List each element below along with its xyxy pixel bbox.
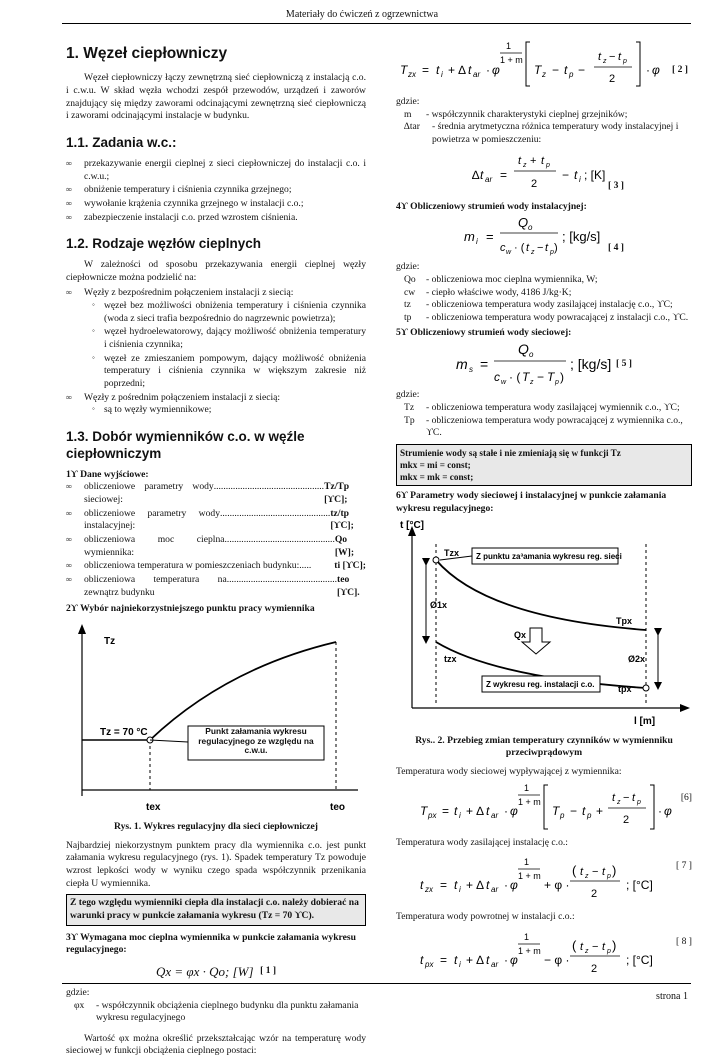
text-t-px: Temperatura wody powrotnej w instalacji c.o.: <box>396 911 575 923</box>
svg-text:∆: ∆ <box>472 167 480 182</box>
equation-6 <box>396 779 692 837</box>
definitions-4 <box>396 274 692 325</box>
svg-text:2: 2 <box>609 73 616 85</box>
section-title: 1. Węzeł ciepłowniczy <box>66 45 228 62</box>
svg-text:i: i <box>441 70 443 79</box>
def-text: - współczynnik charakterystyki cieplnej grzejników; <box>426 108 628 120</box>
list-item: ◦ węzeł ze zmieszaniem pompowym, dający możliwość obniżenia temperatury i ciśnienia czynnika w większym zakresie niż poprzedni; <box>92 353 366 391</box>
regulation-chart <box>66 618 366 818</box>
svg-text:; [°C]: ; [°C] <box>626 878 653 893</box>
step-5-title: 5ϒ Obliczeniowy strumień wody sieciowej: <box>396 326 572 338</box>
svg-text:1 + m: 1 + m <box>518 796 541 807</box>
label-Qx: Qx <box>514 629 527 640</box>
svg-text:t: t <box>580 866 584 879</box>
svg-text:=: = <box>442 803 450 818</box>
svg-text:m: m <box>464 229 475 245</box>
svg-text:t: t <box>545 242 549 255</box>
svg-text:ar: ar <box>491 885 499 895</box>
diagram-y-label: t [°C] <box>400 519 424 531</box>
svg-text:+ ∆: + ∆ <box>466 803 484 818</box>
svg-text:t: t <box>526 242 530 255</box>
svg-text:+ ∆: + ∆ <box>448 63 466 77</box>
footer-rule <box>62 983 691 984</box>
annotation-top: Z punktu za³amania wykresu reg. sieci <box>476 551 622 561</box>
svg-text:t: t <box>598 51 602 63</box>
list-item: ∞ obliczeniowa moc cieplna wymiennika: .............................................. Qo [W]; <box>66 534 366 559</box>
gdzie-label: gdzie: <box>396 261 420 273</box>
equation-5-tag: [ 5 ] <box>616 358 632 369</box>
list-item: ∞ przekazywanie energii cieplnej z sieci ciepłowniczej do instalacji c.o. i c.w.u.; <box>66 158 366 183</box>
svg-text:t: t <box>580 940 584 953</box>
list-item: ∞ Węzły z bezpośrednim połączeniem instalacji z siecią: ◦ węzeł bez możliwości obniżenia temperatury i ciśnienia czynnika (woda z sieci trafia bezpośrednio do nagrzewnic powietrza); ◦ węzeł hydroelewatorowy, dający możliwość obniżenia temperatury i ciśnienia czynnika; ◦ węzeł ze zmieszaniem pompowym, dający możliwość obniżenia temperatury i ciśnienia czynnika w większym zakresie niż poprzedni; <box>66 287 366 390</box>
svg-text:t: t <box>541 154 545 167</box>
svg-text:1 + m: 1 + m <box>518 871 541 882</box>
svg-text:1: 1 <box>506 41 512 51</box>
svg-text:z: z <box>531 249 535 257</box>
equation-1 <box>66 959 366 985</box>
svg-text:2: 2 <box>531 177 538 190</box>
equation-8-tag: [ 8 ] <box>676 936 692 947</box>
def-symbol: m <box>404 108 412 120</box>
page-number: strona 1 <box>656 991 688 1002</box>
svg-text:w: w <box>501 379 507 387</box>
list-item: ◦ węzeł hydroelewatorowy, dający możliwość obniżenia temperatury i ciśnienia czynnika; <box>92 326 366 351</box>
step-6-title: 6ϒ Parametry wody sieciowej i instalacyjnej w punkcie załamania wykresu regulacyjnego: <box>396 490 667 514</box>
svg-text:2: 2 <box>591 962 598 975</box>
svg-text:T: T <box>400 63 408 77</box>
svg-text:; [kg/s]: ; [kg/s] <box>562 229 601 245</box>
chart-x-label-teo: teo <box>330 801 345 813</box>
right-column <box>396 30 692 986</box>
equation-1-tag: [ 1 ] <box>260 965 276 976</box>
svg-text:1 + m: 1 + m <box>500 55 523 65</box>
svg-text:·: · <box>486 63 490 77</box>
svg-text:+: + <box>530 154 537 167</box>
svg-text:i: i <box>579 174 581 184</box>
label-Tzx: Tzx <box>444 547 460 558</box>
svg-text:φ: φ <box>510 878 518 893</box>
svg-text:φ: φ <box>664 803 672 818</box>
svg-text:=: = <box>422 63 430 77</box>
svg-text:(: ( <box>572 937 577 953</box>
list-item: ∞ obliczeniowe parametry wody sieciowej: .............................................. Tz/Tp [ϒC]; <box>66 481 366 506</box>
equation-4 <box>396 213 692 261</box>
svg-text:−: − <box>537 242 544 255</box>
svg-text:−: − <box>537 370 545 385</box>
svg-text:·: · <box>646 63 650 77</box>
svg-text:i: i <box>459 810 461 820</box>
svg-text:−: − <box>562 167 570 182</box>
left-column <box>66 30 366 1061</box>
types-list <box>66 287 366 417</box>
highlight-box: Z tego względu wymienniki ciepła dla instalacji c.o. należy dobierać na warunki pracy w punkcie załamania wykresu (Tz = 70 ϒC). <box>66 894 366 925</box>
svg-text:−: − <box>578 63 586 77</box>
box-line: Strumienie wody są stałe i nie zmieniają się w funkcji Tz <box>400 447 621 458</box>
svg-text:z: z <box>603 58 607 65</box>
svg-text:): ) <box>554 242 558 255</box>
svg-text:p: p <box>607 947 611 955</box>
equation-5 <box>396 339 692 389</box>
intro-paragraph: Węzeł ciepłowniczy łączy zewnętrzną sieć ciepłowniczą z instalacją c.o. i c.w.u. W skład węzła wchodzi zespół przewodów, urządzeń i zaworów znajdujący się między zaworami odcinającymi zewnętrzną sieć ciepłowniczą i zaworami odcinającymi instalacje w budynku. <box>66 72 366 122</box>
svg-text:z: z <box>585 947 589 955</box>
svg-text:c: c <box>494 370 500 385</box>
paragraph-critical-point: Najbardziej niekorzystnym punktem pracy dla wymiennika c.o. jest punkt załamania wykresu regulacyjnego (rys. 1). Spadek temperatury Tz powoduje wzrost lepkości wody w wyniku czego spada współczynnik przenikania ciepła U wymiennika. <box>66 839 366 889</box>
tasks-list <box>66 158 366 224</box>
svg-text:z: z <box>585 873 589 881</box>
equation-3 <box>396 149 692 201</box>
equation-2 <box>396 34 692 96</box>
svg-text:t: t <box>486 952 490 967</box>
header-rule <box>62 23 691 24</box>
svg-text:m: m <box>456 356 468 373</box>
svg-text:z: z <box>617 798 621 806</box>
def-symbol: tz <box>404 299 411 311</box>
gdzie-label: gdzie: <box>396 389 420 401</box>
svg-text:t: t <box>454 803 458 818</box>
list-item: ∞ obliczeniowa temperatura w pomieszczeniach budynku: ..... ti [ϒC]; <box>66 560 366 573</box>
svg-text:p: p <box>637 798 641 806</box>
list-item: ∞ obliczeniowe parametry wody instalacyjnej: .............................................. tz/tp [ϒC]; <box>66 508 366 533</box>
svg-text:T: T <box>420 803 428 818</box>
def-symbol: ∆tar <box>404 121 420 133</box>
svg-text:t: t <box>420 952 424 967</box>
svg-text:t: t <box>454 878 458 893</box>
svg-text:p: p <box>587 810 592 820</box>
list-item: ∞ obniżenie temperatury i ciśnienia czynnika grzejnego; <box>66 184 366 197</box>
svg-text:−: − <box>623 791 630 804</box>
direct-sublist <box>92 300 366 391</box>
list-item: ∞ obliczeniowa temperatura na zewnątrz budynku .............................................. teo [ϒC]. <box>66 574 366 599</box>
equation-7-tag: [ 7 ] <box>676 860 692 871</box>
step-3-title: 3ϒ Wymagana moc cieplna wymiennika w punkcie załamania wykresu regulacyjnego: <box>66 931 356 956</box>
svg-text:t: t <box>618 51 622 63</box>
list-item: ∞ Węzły z pośrednim połączeniem instalacji z siecią: ◦ są to węzły wymiennikowe; <box>66 392 366 417</box>
svg-text:zx: zx <box>408 70 416 79</box>
chart-point-label: Tz = 70 °C <box>100 726 148 738</box>
subsection-title-tasks: 1.1. Zadania w.c.: <box>66 135 177 151</box>
definitions <box>66 1000 366 1025</box>
def-text: - współczynnik obciążenia cieplnego budynku dla punktu załamania wykresu regulacyjnego <box>96 999 359 1024</box>
svg-text:t: t <box>420 878 424 893</box>
subsection-title-types: 1.2. Rodzaje węzłów cieplnych <box>66 236 262 252</box>
svg-text:· (: · ( <box>509 370 521 385</box>
svg-text:Q: Q <box>518 215 529 231</box>
def-text: - obliczeniowa temperatura wody powracającej z instalacji c.o., ϒC. <box>426 311 689 323</box>
svg-text:−: − <box>570 803 578 818</box>
svg-text:2: 2 <box>591 888 598 901</box>
svg-text:; [°C]: ; [°C] <box>626 952 653 967</box>
svg-text:; [K]: ; [K] <box>584 167 606 182</box>
svg-text:=: = <box>486 229 494 245</box>
svg-text:s: s <box>469 365 473 375</box>
svg-text:t: t <box>436 63 440 77</box>
svg-text:· (: · ( <box>514 242 525 255</box>
types-intro: W zależności od sposobu przekazywania energii cieplnej węzły ciepłownicze można podzielić na: <box>66 259 366 283</box>
def-symbol: cw <box>404 286 416 298</box>
equation-2-tag: [ 2 ] <box>672 64 688 75</box>
chart-annotation-box: Punkt załamania wykresu regulacyjnego ze względu na c.w.u. <box>198 725 314 756</box>
def-symbol: φx <box>74 999 85 1011</box>
svg-text:t: t <box>486 803 490 818</box>
svg-text:i: i <box>459 885 461 895</box>
list-item: ∞ zabezpieczenie instalacji c.o. przed wzrostem ciśnienia. <box>66 212 366 225</box>
equation-4-tag: [ 4 ] <box>608 242 624 253</box>
list-item: ∞ wywołanie krążenia czynnika grzejnego w instalacji c.o.; <box>66 198 366 211</box>
def-symbol: Tz <box>404 401 415 413</box>
svg-text:+ ∆: + ∆ <box>466 878 484 893</box>
svg-text:−: − <box>592 940 599 953</box>
equation-3-tag: [ 3 ] <box>608 180 624 191</box>
svg-text:t: t <box>486 878 490 893</box>
svg-text:ar: ar <box>491 810 499 820</box>
chart-x-label-tex: tex <box>146 801 161 813</box>
svg-text:t: t <box>564 63 568 77</box>
svg-text:+ ∆: + ∆ <box>466 952 484 967</box>
svg-text:z: z <box>523 161 527 169</box>
label-Tpx: Tpx <box>616 615 633 626</box>
paragraph-phi: Wartość φx można określić przekształcając wzór na temperaturę wody sieciowej w funkcji obciążenia cieplnego postaci: <box>66 1032 366 1057</box>
svg-text:px: px <box>428 810 437 820</box>
svg-text:i: i <box>459 959 461 969</box>
box-line: mkx = mi = const; <box>400 459 471 470</box>
svg-text:φ: φ <box>652 63 660 77</box>
svg-text:=: = <box>480 356 489 373</box>
indirect-sublist <box>92 404 366 417</box>
svg-text:p: p <box>607 873 611 881</box>
exchanger-diagram <box>396 518 692 732</box>
text-t-zx: Temperatura wody zasilającej instalację c.o.: <box>396 836 568 848</box>
def-text: - obliczeniowa temperatura wody powracającej z wymiennika c.o., ϒC. <box>426 414 683 439</box>
svg-text:): ) <box>612 937 617 953</box>
svg-text:z: z <box>530 379 534 387</box>
svg-text:φ: φ <box>492 63 500 77</box>
svg-text:ar: ar <box>473 70 481 79</box>
svg-text:p: p <box>560 810 565 820</box>
svg-text:t: t <box>602 940 606 953</box>
svg-text:Q: Q <box>518 341 529 358</box>
equation-7 <box>396 849 692 911</box>
inputs-list <box>66 481 366 599</box>
svg-text:px: px <box>425 959 434 969</box>
svg-text:+: + <box>596 803 604 818</box>
svg-text:+ φ ·: + φ · <box>544 878 570 893</box>
svg-text:ar: ar <box>485 174 493 184</box>
def-text: - obliczeniowa moc cieplna wymiennika, W; <box>426 273 598 285</box>
svg-text:zx: zx <box>425 885 433 895</box>
definitions-2 <box>396 109 692 147</box>
svg-text:t: t <box>518 154 522 167</box>
svg-text:T: T <box>547 370 555 385</box>
step-1-title: 1ϒ Dane wyjściowe: <box>66 468 149 480</box>
svg-text:−: − <box>609 51 616 63</box>
svg-text:1 + m: 1 + m <box>518 945 541 956</box>
def-text: - obliczeniowa temperatura wody zasilającej wymiennik c.o., ϒC; <box>426 401 680 413</box>
svg-text:): ) <box>560 370 564 385</box>
label-tpx: tpx <box>618 683 632 694</box>
step-4-title: 4ϒ Obliczeniowy strumień wody instalacyjnej: <box>396 200 587 212</box>
svg-text:p: p <box>555 379 559 387</box>
label-delta-2x: Ø2x <box>628 653 646 664</box>
svg-text:(: ( <box>572 863 577 879</box>
equation-8 <box>396 924 692 986</box>
figure-1-caption: Rys. 1. Wykres regulacyjny dla sieci ciepłowniczej <box>114 820 318 832</box>
svg-text:p: p <box>569 70 574 79</box>
svg-text:c: c <box>500 242 506 255</box>
chart-y-label: Tz <box>104 635 116 647</box>
constant-flow-box <box>396 444 692 486</box>
svg-text:T: T <box>552 803 560 818</box>
def-text: - obliczeniowa temperatura wody zasilającej instalację c.o., ϒC; <box>426 299 673 311</box>
svg-text:T: T <box>522 370 530 385</box>
step-2-title: 2ϒ Wybór najniekorzystniejszego punktu pracy wymiennika <box>66 603 315 615</box>
svg-text:i: i <box>476 237 478 247</box>
svg-text:p: p <box>550 249 554 257</box>
svg-text:p: p <box>623 58 627 65</box>
def-text: - średnia arytmetyczna różnica temperatury wody instalacyjnej i powietrza w pomieszczeniu: <box>432 121 679 145</box>
svg-text:1: 1 <box>524 782 530 793</box>
svg-text:·: · <box>504 878 508 893</box>
svg-text:t: t <box>602 866 606 879</box>
svg-text:−: − <box>592 866 599 879</box>
svg-text:t: t <box>574 167 578 182</box>
label-delta-1x: Ø1x <box>430 599 448 610</box>
svg-text:− φ ·: − φ · <box>544 952 570 967</box>
svg-text:1: 1 <box>524 931 530 942</box>
figure-2-caption: Rys.. 2. Przebieg zmian temperatury czynników w wymienniku przeciwprądowym <box>415 734 673 759</box>
list-item: ◦ są to węzły wymiennikowe; <box>92 404 366 417</box>
svg-text:ar: ar <box>491 959 499 969</box>
svg-text:t: t <box>468 63 472 77</box>
equation-6-tag: [6] <box>680 792 692 803</box>
svg-text:φ: φ <box>510 952 518 967</box>
svg-text:o: o <box>528 223 533 233</box>
svg-text:t: t <box>632 791 636 804</box>
svg-text:o: o <box>529 350 534 360</box>
svg-text:w: w <box>506 249 512 257</box>
svg-text:T: T <box>534 63 542 77</box>
svg-text:t: t <box>582 803 586 818</box>
svg-text:·: · <box>658 803 662 818</box>
diagram-x-label: l [m] <box>634 715 656 727</box>
svg-text:=: = <box>500 167 508 182</box>
def-symbol: Tp <box>404 414 415 426</box>
svg-text:t: t <box>612 791 616 804</box>
label-tzx: tzx <box>444 653 457 664</box>
svg-text:=: = <box>440 878 448 893</box>
def-symbol: tp <box>404 311 412 323</box>
list-item: ◦ węzeł bez możliwości obniżenia temperatury i ciśnienia czynnika (woda z sieci trafia bezpośrednio do nagrzewnic powietrza); <box>92 300 366 325</box>
svg-text:·: · <box>504 803 508 818</box>
box-line: mkx = mk = const; <box>400 472 474 483</box>
gdzie-label: gdzie: <box>396 96 420 107</box>
annotation-bottom: Z wykresu reg. instalacji c.o. <box>486 679 595 689</box>
gdzie-label: gdzie: <box>66 986 90 998</box>
svg-text:=: = <box>440 952 448 967</box>
svg-text:−: − <box>552 63 560 77</box>
def-text: - ciepło właściwe wody, 4186 J/kg·K; <box>426 286 572 298</box>
svg-text:·: · <box>504 952 508 967</box>
subsection-title-selection: 1.3. Dobór wymienników c.o. w węźle ciepłowniczym <box>66 428 305 461</box>
svg-text:p: p <box>546 161 550 169</box>
svg-text:1: 1 <box>524 857 530 868</box>
equation-1-body: Qx = φx · Qo; [W] <box>156 963 254 979</box>
svg-text:t: t <box>454 952 458 967</box>
definitions-5 <box>396 402 692 440</box>
svg-text:2: 2 <box>623 813 630 826</box>
page-header: Materiały do ćwiczeń z ogrzewnictwa <box>285 9 439 20</box>
svg-text:): ) <box>612 863 617 879</box>
svg-text:z: z <box>542 70 546 79</box>
svg-text:t: t <box>480 167 484 182</box>
svg-text:φ: φ <box>510 803 518 818</box>
text-T-px: Temperatura wody sieciowej wypływającej z wymiennika: <box>396 765 622 777</box>
svg-text:; [kg/s]: ; [kg/s] <box>570 356 612 373</box>
def-symbol: Qo <box>404 273 416 285</box>
